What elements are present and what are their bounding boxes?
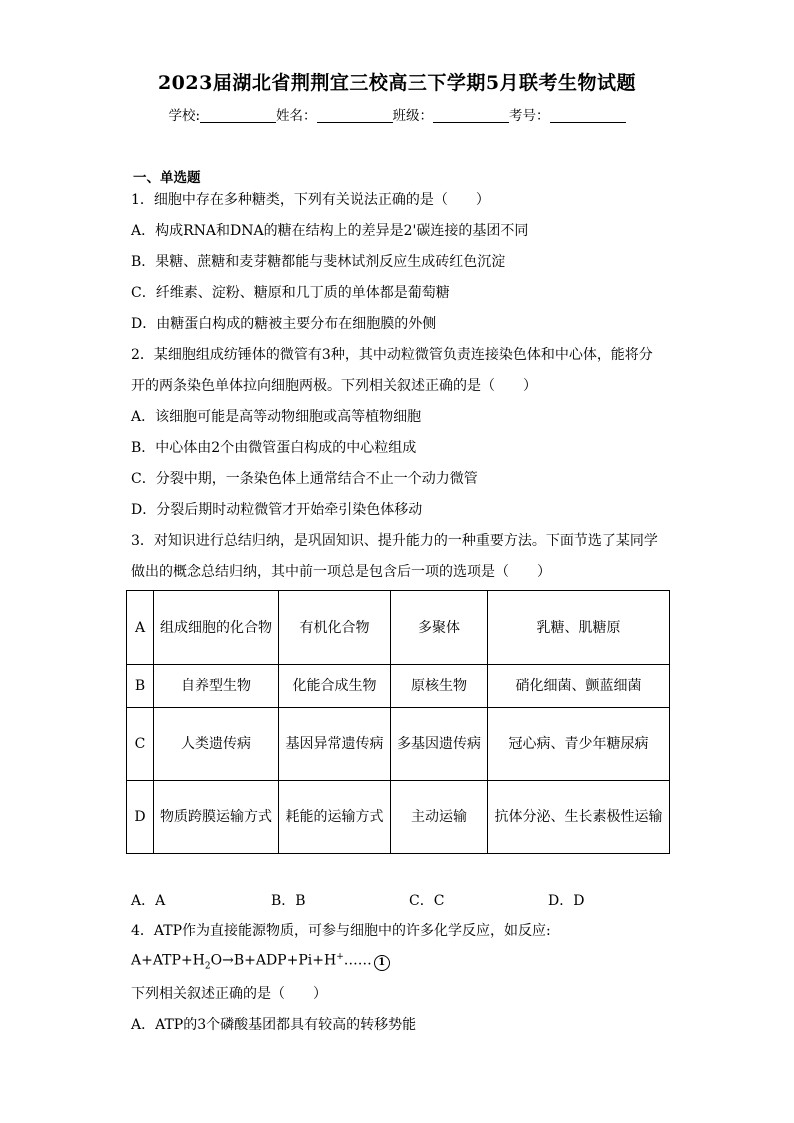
q2-option-d: D．分裂后期时动粒微管才开始牵引染色体移动	[131, 502, 423, 518]
table-cell: 人类遗传病	[154, 708, 279, 781]
q1-option-d: D．由糖蛋白构成的糖被主要分布在细胞膜的外侧	[131, 316, 437, 332]
q1-stem: 1．细胞中存在多种糖类，下列有关说法正确的是（ ）	[131, 192, 490, 208]
section-title: 一、单选题	[133, 170, 201, 186]
class-label: 班级：	[392, 108, 434, 124]
table-cell: 多基因遗传病	[391, 708, 488, 781]
table-cell: 抗体分泌、生长素极性运输	[488, 781, 670, 854]
table-cell: 物质跨膜运输方式	[154, 781, 279, 854]
table-cell: 原核生物	[391, 665, 488, 708]
q2-option-b: B．中心体由2个由微管蛋白构成的中心粒组成	[131, 440, 417, 456]
row-key: A	[127, 591, 154, 665]
q3-stem-line1: 3．对知识进行总结归纳，是巩固知识、提升能力的一种重要方法。下面节选了某同学	[131, 533, 658, 549]
q2-stem-line2: 开的两条染色单体拉向细胞两极。下列相关叙述正确的是（ ）	[131, 378, 537, 394]
table-cell: 基因异常遗传病	[279, 708, 391, 781]
class-field[interactable]	[433, 108, 509, 123]
table-cell: 化能合成生物	[279, 665, 391, 708]
table-cell: 多聚体	[391, 591, 488, 665]
q3-answer-c[interactable]: C．C	[409, 893, 445, 909]
eq-dots: ……	[343, 952, 372, 969]
row-key: D	[127, 781, 154, 854]
q2-stem-line1: 2．某细胞组成纺锤体的微管有3种，其中动粒微管负责连接染色体和中心体，能将分	[131, 347, 653, 363]
name-field[interactable]	[317, 108, 393, 123]
concept-table	[126, 590, 670, 854]
table-cell: 乳糖、肌糖原	[488, 591, 670, 665]
q3-answer-d[interactable]: D．D	[548, 893, 585, 909]
table-cell: 组成细胞的化合物	[154, 591, 279, 665]
q1-option-a: A．构成RNA和DNA的糖在结构上的差异是2'碳连接的基团不同	[131, 223, 529, 239]
table-row	[127, 781, 670, 854]
school-label: 学校:	[168, 108, 201, 124]
q2-option-c: C．分裂中期，一条染色体上通常结合不止一个动力微管	[131, 471, 478, 487]
q1-option-b: B．果糖、蔗糖和麦芽糖都能与斐林试剂反应生成砖红色沉淀	[131, 254, 506, 270]
exam-title: 2023届湖北省荆荆宜三校高三下学期5月联考生物试题	[157, 72, 637, 94]
q4-option-a: A．ATP的3个磷酸基团都具有较高的转移势能	[131, 1017, 417, 1033]
table-row	[127, 591, 670, 665]
eq-mid: O→B+ADP+Pi+H	[210, 952, 337, 969]
table-cell: 自养型生物	[154, 665, 279, 708]
table-cell: 耗能的运输方式	[279, 781, 391, 854]
table-cell: 有机化合物	[279, 591, 391, 665]
table-cell: 硝化细菌、颤蓝细菌	[488, 665, 670, 708]
row-key: C	[127, 708, 154, 781]
student-info-line	[0, 104, 794, 124]
reaction-equation	[131, 952, 390, 971]
name-label: 姓名：	[276, 108, 317, 124]
q3-stem-line2: 做出的概念总结归纳，其中前一项总是包含后一项的选项是（ ）	[131, 564, 551, 580]
school-field[interactable]	[200, 108, 276, 123]
table-row	[127, 708, 670, 781]
q3-answer-a[interactable]: A．A	[131, 893, 166, 909]
table-cell: 主动运输	[391, 781, 488, 854]
q4-prompt: 下列相关叙述正确的是（ ）	[131, 986, 327, 1002]
exam-no-label: 考号：	[509, 108, 550, 124]
q4-stem: 4．ATP作为直接能源物质，可参与细胞中的许多化学反应，如反应:	[131, 923, 551, 939]
q1-option-c: C．纤维素、淀粉、糖原和几丁质的单体都是葡萄糖	[131, 285, 450, 301]
q2-option-a: A．该细胞可能是高等动物细胞或高等植物细胞	[131, 409, 422, 425]
reaction-number-icon: 1	[374, 955, 390, 971]
eq-subscript: 2	[204, 961, 211, 972]
eq-superscript: +	[336, 952, 344, 962]
q3-answer-b[interactable]: B．B	[271, 893, 306, 909]
eq-left: A+ATP+H	[131, 952, 205, 969]
exam-no-field[interactable]	[550, 108, 626, 123]
row-key: B	[127, 665, 154, 708]
table-cell: 冠心病、青少年糖尿病	[488, 708, 670, 781]
table-row	[127, 665, 670, 708]
